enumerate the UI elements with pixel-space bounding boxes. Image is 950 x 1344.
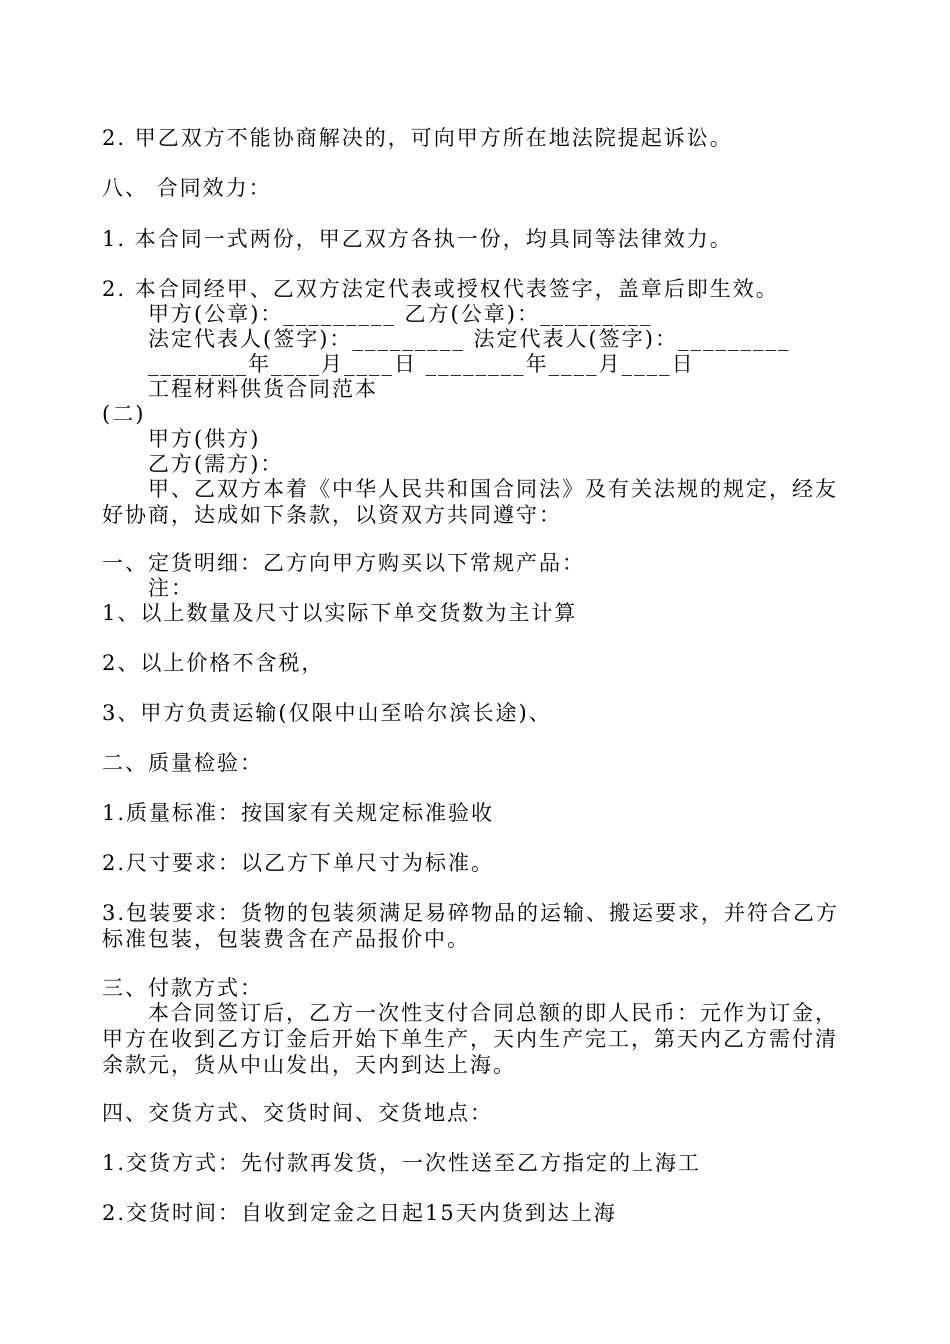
list-item: 1.质量标准：按国家有关规定标准验收: [102, 801, 495, 825]
section-heading: 二、质量检验：: [102, 751, 263, 775]
list-item: 1、以上数量及尺寸以实际下单交货数为主计算: [102, 601, 578, 625]
paragraph: 2. 甲乙双方不能协商解决的，可向甲方所在地法院提起诉讼。: [102, 126, 733, 150]
party-line: 甲方(供方): [148, 427, 261, 451]
party-line: 乙方(需方)：: [148, 452, 284, 476]
section-heading: 四、交货方式、交货时间、交货地点：: [102, 1101, 493, 1125]
list-item: 1.交货方式：先付款再发货，一次性送至乙方指定的上海工: [102, 1151, 702, 1175]
list-item: 2.交货时间：自收到定金之日起15天内货到达上海: [102, 1201, 617, 1225]
list-item: 3.包装要求：货物的包装须满足易碎物品的运输、搬运要求，并符合乙方标准包装，包装费含在产品报价中。: [102, 901, 840, 951]
payment-paragraph: 本合同签订后，乙方一次性支付合同总额的即人民币：元作为订金，甲方在收到乙方订金后开始下单生产，天内生产完工，第天内乙方需付清余款元，货从中山发出，天内到达上海。: [102, 1001, 838, 1077]
document-title: 工程材料供货合同范本: [148, 377, 378, 401]
date-line: ________年____月____日 ________年____月____日: [148, 352, 695, 376]
section-heading: 三、付款方式：: [102, 976, 263, 1000]
signature-line: 法定代表人(签字)：_________ 法定代表人(签字)：_________: [148, 327, 791, 351]
list-item: 2、以上价格不含税，: [102, 651, 325, 675]
note-label: 注：: [148, 576, 194, 600]
list-item: 2.尺寸要求：以乙方下单尺寸为标准。: [102, 851, 495, 875]
list-item: 3、甲方负责运输(仅限中山至哈尔滨长途)、: [102, 701, 552, 725]
section-heading: 一、定货明细：乙方向甲方购买以下常规产品：: [102, 551, 585, 575]
section-number: (二): [102, 402, 146, 426]
paragraph: 2. 本合同经甲、乙双方法定代表或授权代表签字，盖章后即生效。: [102, 277, 779, 301]
signature-line: 甲方(公章)：_________ 乙方(公章)：_________: [148, 302, 653, 326]
paragraph: 1. 本合同一式两份，甲乙双方各执一份，均具同等法律效力。: [102, 227, 733, 251]
section-heading: 八、 合同效力：: [102, 176, 272, 200]
preamble-paragraph: 甲、乙双方本着《中华人民共和国合同法》及有关法规的规定，经友好协商，达成如下条款，以资双方共同遵守：: [102, 477, 838, 527]
